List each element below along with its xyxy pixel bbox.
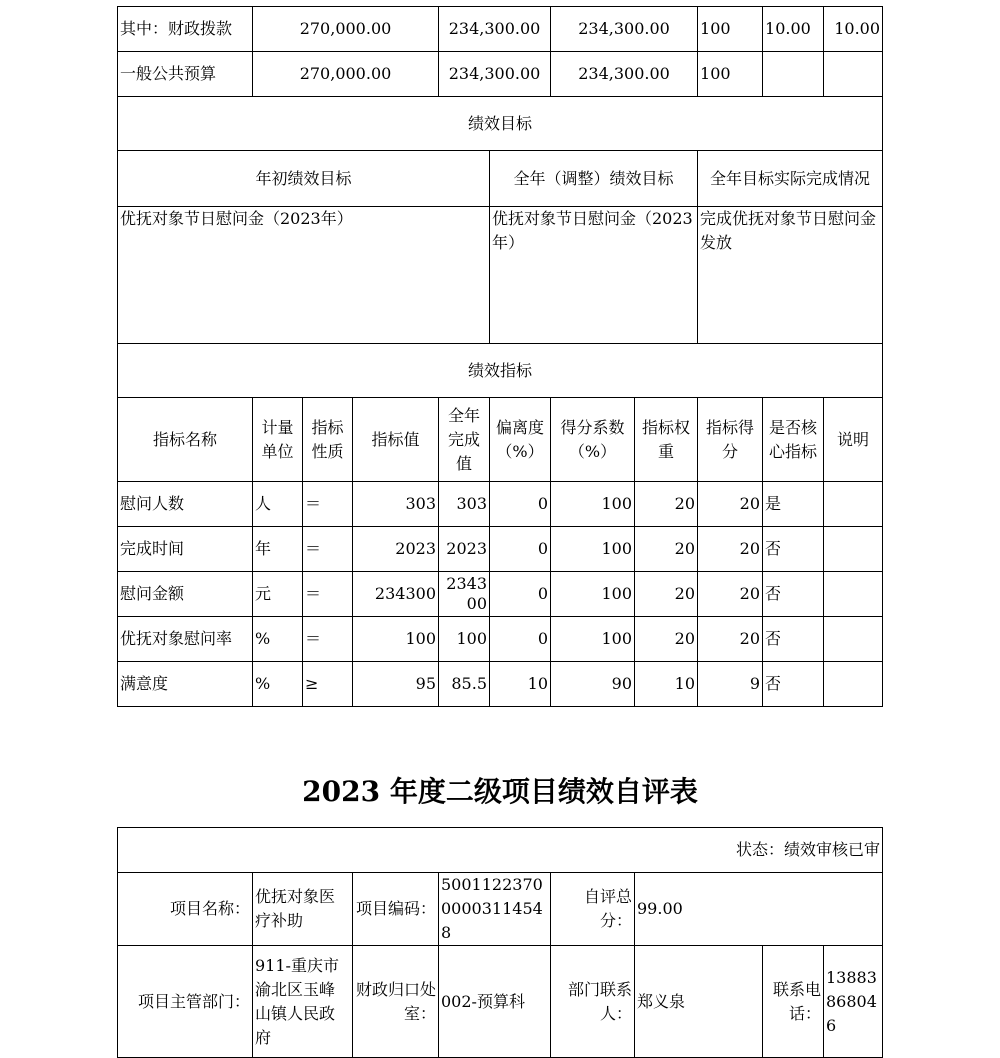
table-row: [118, 662, 883, 707]
indicator-name: 慰问人数: [118, 482, 253, 527]
indicator-weight: 20: [635, 572, 698, 617]
indicator-core: 否: [763, 617, 824, 662]
indicator-nature: ≥: [303, 662, 353, 707]
annual-budget-cell: 270,000.00: [253, 52, 439, 97]
indicator-name: 慰问金额: [118, 572, 253, 617]
indicator-note: [824, 482, 883, 527]
header-coefficient: 得分系数（%）: [551, 398, 635, 482]
dept-row: [118, 946, 883, 1058]
table-row: [118, 572, 883, 617]
indicator-unit: 人: [253, 482, 303, 527]
indicator-unit: 年: [253, 527, 303, 572]
phone-value: 13883868046: [824, 946, 883, 1058]
annual-budget-cell: 270,000.00: [253, 7, 439, 52]
dept-label: 项目主管部门：: [118, 946, 253, 1058]
adjusted-budget-cell: 234,300.00: [439, 52, 551, 97]
indicator-actual: 100: [439, 617, 490, 662]
project-name-value: 优抚对象医疗补助: [253, 873, 353, 946]
indicator-target: 95: [353, 662, 439, 707]
header-target: 指标值: [353, 398, 439, 482]
header-deviation: 偏离度（%）: [490, 398, 551, 482]
indicator-actual: 234300: [439, 572, 490, 617]
indicator-score: 9: [698, 662, 763, 707]
indicator-nature: ＝: [303, 482, 353, 527]
dept-value: 911-重庆市渝北区玉峰山镇人民政府: [253, 946, 353, 1058]
finance-office-value: 002-预算科: [439, 946, 551, 1058]
indicator-actual: 303: [439, 482, 490, 527]
goal-initial-header: 年初绩效目标: [118, 151, 490, 207]
indicator-weight: 10: [635, 662, 698, 707]
goals-section-row: [118, 97, 883, 151]
indicator-core: 否: [763, 572, 824, 617]
goal-actual-header: 全年目标实际完成情况: [698, 151, 883, 207]
budget-row: [118, 7, 883, 52]
goal-adjusted-header: 全年（调整）绩效目标: [490, 151, 698, 207]
finance-office-label: 财政归口处室：: [353, 946, 439, 1058]
budget-label: 一般公共预算: [118, 52, 253, 97]
performance-table: [117, 6, 883, 707]
contact-label: 部门联系人：: [551, 946, 635, 1058]
score-cell: [824, 52, 883, 97]
indicator-unit: 元: [253, 572, 303, 617]
indicator-note: [824, 662, 883, 707]
indicators-header-row: [118, 398, 883, 482]
header-score: 指标得分: [698, 398, 763, 482]
indicator-target: 303: [353, 482, 439, 527]
header-nature: 指标性质: [303, 398, 353, 482]
budget-label: 其中：财政拨款: [118, 7, 253, 52]
indicator-core: 是: [763, 482, 824, 527]
header-actual: 全年完成值: [439, 398, 490, 482]
score-cell: 10.00: [824, 7, 883, 52]
indicator-core: 否: [763, 662, 824, 707]
indicator-coefficient: 100: [551, 572, 635, 617]
indicator-score: 20: [698, 617, 763, 662]
header-indicator-name: 指标名称: [118, 398, 253, 482]
indicator-weight: 20: [635, 617, 698, 662]
indicator-weight: 20: [635, 527, 698, 572]
weight-cell: [763, 52, 824, 97]
project-name-label: 项目名称：: [118, 873, 253, 946]
indicator-unit: %: [253, 617, 303, 662]
project-row: [118, 873, 883, 946]
table-row: [118, 617, 883, 662]
indicator-actual: 85.5: [439, 662, 490, 707]
indicator-target: 100: [353, 617, 439, 662]
indicators-section-row: [118, 344, 883, 398]
indicator-coefficient: 100: [551, 527, 635, 572]
header-core: 是否核心指标: [763, 398, 824, 482]
indicator-score: 20: [698, 482, 763, 527]
executed-cell: 234,300.00: [551, 7, 698, 52]
table-row: [118, 482, 883, 527]
phone-label: 联系电话：: [763, 946, 824, 1058]
indicator-score: 20: [698, 572, 763, 617]
execution-rate-cell: 100: [698, 52, 763, 97]
indicator-deviation: 0: [490, 482, 551, 527]
indicator-note: [824, 572, 883, 617]
header-unit: 计量单位: [253, 398, 303, 482]
goals-section-title: 绩效目标: [118, 97, 883, 151]
adjusted-budget-cell: 234,300.00: [439, 7, 551, 52]
indicator-target: 234300: [353, 572, 439, 617]
project-code-label: 项目编码：: [353, 873, 439, 946]
goals-header-row: [118, 151, 883, 207]
indicator-nature: ＝: [303, 617, 353, 662]
indicator-deviation: 0: [490, 617, 551, 662]
header-weight: 指标权重: [635, 398, 698, 482]
goals-content-row: [118, 207, 883, 344]
budget-row: [118, 52, 883, 97]
goal-initial-text: 优抚对象节日慰问金（2023年）: [118, 207, 490, 344]
indicator-target: 2023: [353, 527, 439, 572]
indicator-note: [824, 617, 883, 662]
indicator-nature: ＝: [303, 527, 353, 572]
status-text: 状态：绩效审核已审: [118, 828, 883, 873]
project-info-table: [117, 827, 883, 1058]
indicator-core: 否: [763, 527, 824, 572]
table-row: [118, 527, 883, 572]
status-row: [118, 828, 883, 873]
indicator-deviation: 10: [490, 662, 551, 707]
indicator-deviation: 0: [490, 527, 551, 572]
indicator-weight: 20: [635, 482, 698, 527]
indicator-name: 完成时间: [118, 527, 253, 572]
self-score-label: 自评总分：: [551, 873, 635, 946]
project-code-value: 500112237000003114548: [439, 873, 551, 946]
indicator-actual: 2023: [439, 527, 490, 572]
indicator-unit: %: [253, 662, 303, 707]
indicators-section-title: 绩效指标: [118, 344, 883, 398]
indicator-deviation: 0: [490, 572, 551, 617]
indicator-note: [824, 527, 883, 572]
executed-cell: 234,300.00: [551, 52, 698, 97]
indicator-score: 20: [698, 527, 763, 572]
indicator-coefficient: 90: [551, 662, 635, 707]
self-score-value: 99.00: [635, 873, 883, 946]
goal-adjusted-text: 优抚对象节日慰问金（2023年）: [490, 207, 698, 344]
indicator-name: 满意度: [118, 662, 253, 707]
execution-rate-cell: 100: [698, 7, 763, 52]
header-note: 说明: [824, 398, 883, 482]
form-title: 2023 年度二级项目绩效自评表: [302, 775, 698, 808]
weight-cell: 10.00: [763, 7, 824, 52]
indicator-nature: ＝: [303, 572, 353, 617]
indicator-name: 优抚对象慰问率: [118, 617, 253, 662]
goal-actual-text: 完成优抚对象节日慰问金发放: [698, 207, 883, 344]
indicator-coefficient: 100: [551, 617, 635, 662]
contact-value: 郑义泉: [635, 946, 763, 1058]
indicator-coefficient: 100: [551, 482, 635, 527]
